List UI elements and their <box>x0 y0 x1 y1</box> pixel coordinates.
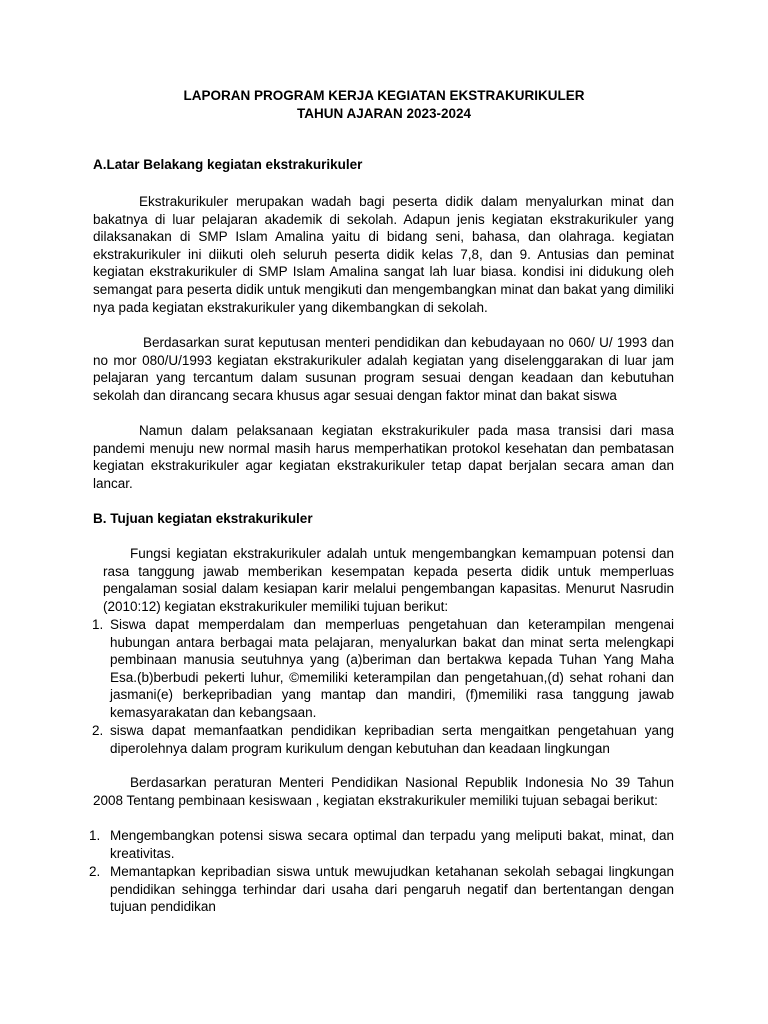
list2-item-2-text: Memantapkan kepribadian siswa untuk mewujudkan ketahanan sekolah sebagai lingkungan pendidikan sehingga terhindar dari usaha dari pengaruh negatif dan bertentangan dengan tujuan pendidikan <box>110 864 674 915</box>
section-b-heading: B. Tujuan kegiatan ekstrakurikuler <box>93 511 313 526</box>
list2-item-1 <box>89 827 674 863</box>
list1-item-1-number: 1. <box>92 617 104 632</box>
list2-item-1-number: 1. <box>89 828 101 843</box>
section-a-paragraph-3: Namun dalam pelaksanaan kegiatan ekstrakurikuler pada masa transisi dari masa pandemi menuju new normal masih harus memperhatikan protokol kesehatan dan pembatasan kegiatan ekstrakurikuler agar kegiatan ekstrakurikuler tetap dapat berjalan secara aman dan lancar. <box>93 423 674 491</box>
section-a-paragraph-1: Ekstrakurikuler merupakan wadah bagi peserta didik dalam menyalurkan minat dan bakatnya di luar pelajaran akademik di sekolah. Adapun jenis kegiatan ekstrakurikuler yang dilaksanakan di SMP Islam Amalina yaitu di bidang seni, bahasa, dan olahraga. kegiatan ekstrakurikuler ini diikuti oleh seluruh peserta didik kelas 7,8, dan 9. Antusias dan peminat kegiatan ekstrakurikuler di SMP Islam Amalina sangat lah luar biasa. kondisi ini didukung oleh semangat para peserta didik untuk mengikuti dan mengembangkan minat dan bakat yang dimiliki nya pada kegiatan ekstrakurikuler yang dikembangkan di sekolah. <box>93 194 674 315</box>
list2-item-2 <box>89 863 674 917</box>
list2-item-1-text: Mengembangkan potensi siswa secara optimal dan terpadu yang meliputi bakat, minat, dan kreativitas. <box>110 828 674 861</box>
section-b-paragraph-2: Berdasarkan peraturan Menteri Pendidikan Nasional Republik Indonesia No 39 Tahun 2008 Tentang pembinaan kesiswaan , kegiatan ekstrakurikuler memiliki tujuan sebagai berikut: <box>93 775 674 808</box>
list1-item-2 <box>92 722 674 758</box>
list1-item-1-text: Siswa dapat memperdalam dan memperluas pengetahuan dan keterampilan mengenai hubungan antara berbagai mata pelajaran, menyalurkan bakat dan minat serta melengkapi pembinaan manusia seutuhnya yang (a)beriman dan bertakwa kepada Tuhan Yang Maha Esa.(b)berbudi pekerti luhur, ©memiliki keterampilan dan pengetahuan,(d) sehat rohani dan jasmani(e) berkepribadian yang mantap dan mandiri, (f)memiliki rasa tanggung jawab kemasyarakatan dan kebangsaan. <box>110 617 674 720</box>
list1-item-2-text: siswa dapat memanfaatkan pendidikan kepribadian serta mengaitkan pengetahuan yang diperolehnya dalam program kurikulum dengan kebutuhan dan keadaan lingkungan <box>110 723 674 756</box>
list2-item-2-number: 2. <box>89 864 101 879</box>
list1-item-1 <box>92 616 674 722</box>
section-a-heading: A.Latar Belakang kegiatan ekstrakurikuler <box>93 157 363 172</box>
document-title-line2: TAHUN AJARAN 2023-2024 <box>296 106 472 121</box>
document-title-line1: LAPORAN PROGRAM KERJA KEGIATAN EKSTRAKURIKULER <box>183 88 585 103</box>
list1-item-2-number: 2. <box>92 723 104 738</box>
section-b-paragraph-1: Fungsi kegiatan ekstrakurikuler adalah untuk mengembangkan kemampuan potensi dan rasa tanggung jawab memberikan kesempatan kepada peserta didik untuk memperluas pengalaman sosial dalam kesiapan karir melalui pengembangan kapasitas. Menurut Nasrudin (2010:12) kegiatan ekstrakurikuler memiliki tujuan berikut: <box>103 546 674 614</box>
section-a-paragraph-2: Berdasarkan surat keputusan menteri pendidikan dan kebudayaan no 060/ U/ 1993 dan no mor 080/U/1993 kegiatan ekstrakurikuler adalah kegiatan yang diselenggarakan di luar jam pelajaran yang tercantum dalam susunan program sesuai dengan keadaan dan kebutuhan sekolah dan dirancang secara khusus agar sesuai dengan faktor minat dan bakat siswa <box>93 335 674 403</box>
